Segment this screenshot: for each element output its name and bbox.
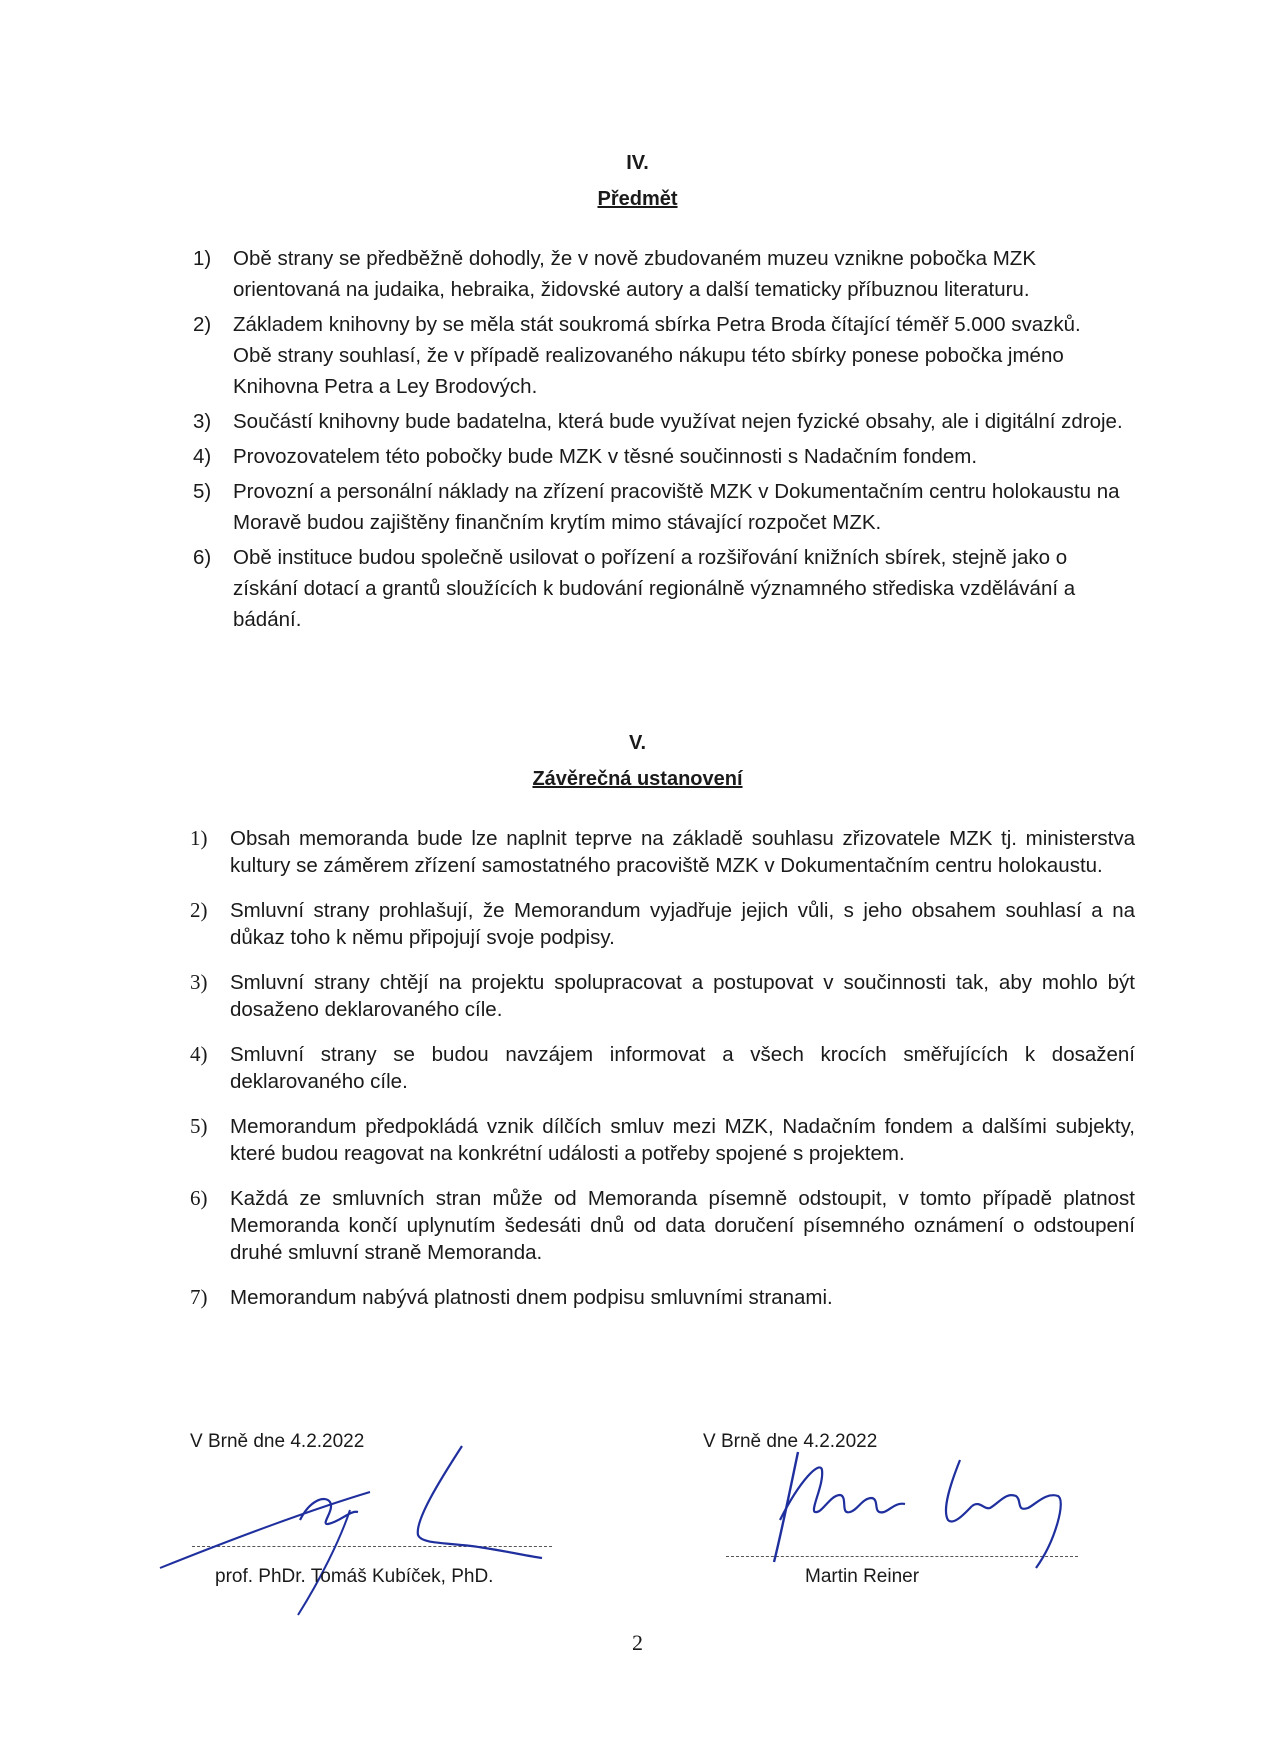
signature-left-date: V Brně dne 4.2.2022 bbox=[190, 1431, 365, 1452]
list-item bbox=[190, 1113, 1135, 1167]
list-item bbox=[190, 897, 1135, 951]
item-number: 1) bbox=[193, 247, 212, 270]
item-number: 6) bbox=[190, 1186, 208, 1210]
section-number: V. bbox=[628, 732, 647, 754]
item-number: 5) bbox=[193, 480, 212, 503]
signature-right-name: Martin Reiner bbox=[805, 1566, 920, 1587]
page-number: 2 bbox=[632, 1630, 643, 1655]
section-iv-heading bbox=[0, 150, 1275, 212]
section-v-heading bbox=[0, 730, 1275, 792]
section-v-list bbox=[190, 825, 1135, 1329]
item-number: 4) bbox=[190, 1042, 208, 1066]
item-text: Memorandum nabývá platnosti dnem podpisu smluvními stranami. bbox=[230, 1286, 833, 1309]
item-text: Součástí knihovny bude badatelna, která bude využívat nejen fyzické obsahy, ale i digitální zdroje. bbox=[233, 410, 1123, 433]
item-text: Základem knihovny by se měla stát soukromá sbírka Petra Broda čítající téměř 5.000 svazků. Obě strany souhlasí, že v případě realizovaného nákupu této sbírky ponese pobočka jméno Knihovna Petra a Ley Brodových. bbox=[233, 313, 1081, 398]
item-number: 6) bbox=[193, 546, 212, 569]
section-iv-list bbox=[193, 243, 1123, 639]
item-number: 2) bbox=[190, 898, 208, 922]
list-item bbox=[193, 309, 1123, 402]
item-text: Smluvní strany prohlašují, že Memorandum vyjadřuje jejich vůli, s jeho obsahem souhlasí a na důkaz toho k němu připojují svoje podpisy. bbox=[230, 899, 1135, 949]
signature-left-handwritten bbox=[150, 1440, 550, 1620]
item-text: Obsah memoranda bude lze naplnit teprve na základě souhlasu zřizovatele MZK tj. ministerstva kultury se záměrem zřízení samostatného pracoviště MZK v Dokumentačním centru holokaustu. bbox=[230, 827, 1135, 877]
item-text: Provozovatelem této pobočky bude MZK v těsné součinnosti s Nadačním fondem. bbox=[233, 445, 978, 468]
section-title: Závěrečná ustanovení bbox=[532, 768, 743, 790]
item-number: 1) bbox=[190, 826, 208, 850]
signature-right-date: V Brně dne 4.2.2022 bbox=[703, 1431, 878, 1452]
item-number: 4) bbox=[193, 445, 212, 468]
section-title: Předmět bbox=[597, 188, 678, 210]
list-item bbox=[193, 441, 1123, 472]
list-item bbox=[193, 243, 1123, 305]
list-item bbox=[190, 1041, 1135, 1095]
list-item bbox=[190, 1284, 1135, 1311]
item-text: Každá ze smluvních stran může od Memoranda písemně odstoupit, v tomto případě platnost Memoranda končí uplynutím šedesáti dnů od data doručení písemného oznámení o odstoupení druhé smluvní straně Memoranda. bbox=[230, 1187, 1135, 1264]
item-number: 5) bbox=[190, 1114, 208, 1138]
item-number: 3) bbox=[193, 410, 212, 433]
item-text: Smluvní strany se budou navzájem informovat a všech krocích směřujících k dosažení deklarovaného cíle. bbox=[230, 1043, 1135, 1093]
item-number: 7) bbox=[190, 1285, 208, 1309]
list-item bbox=[193, 542, 1123, 635]
list-item bbox=[193, 476, 1123, 538]
list-item bbox=[190, 1185, 1135, 1266]
item-text: Obě instituce budou společně usilovat o pořízení a rozšiřování knižních sbírek, stejně jako o získání dotací a grantů sloužících k budování regionálně významného střediska vzdělávání a bádání. bbox=[233, 546, 1076, 631]
item-text: Provozní a personální náklady na zřízení pracoviště MZK v Dokumentačním centru holokaustu na Moravě budou zajištěny finančním krytím mimo stávající rozpočet MZK. bbox=[233, 480, 1120, 534]
signature-right-handwritten bbox=[760, 1440, 1090, 1570]
signature-left-name: prof. PhDr. Tomáš Kubíček, PhD. bbox=[215, 1566, 494, 1587]
list-item bbox=[190, 825, 1135, 879]
item-text: Obě strany se předběžně dohodly, že v nově zbudovaném muzeu vznikne pobočka MZK orientovaná na judaika, hebraika, židovské autory a další tematicky příbuznou literaturu. bbox=[233, 247, 1036, 301]
list-item bbox=[190, 969, 1135, 1023]
section-number: IV. bbox=[626, 152, 649, 174]
item-text: Smluvní strany chtějí na projektu spolupracovat a postupovat v součinnosti tak, aby mohlo být dosaženo deklarovaného cíle. bbox=[230, 971, 1135, 1021]
item-text: Memorandum předpokládá vznik dílčích smluv mezi MZK, Nadačním fondem a dalšími subjekty, které budou reagovat na konkrétní události a potřeby spojené s projektem. bbox=[230, 1115, 1135, 1165]
item-number: 3) bbox=[190, 970, 208, 994]
item-number: 2) bbox=[193, 313, 212, 336]
list-item bbox=[193, 406, 1123, 437]
